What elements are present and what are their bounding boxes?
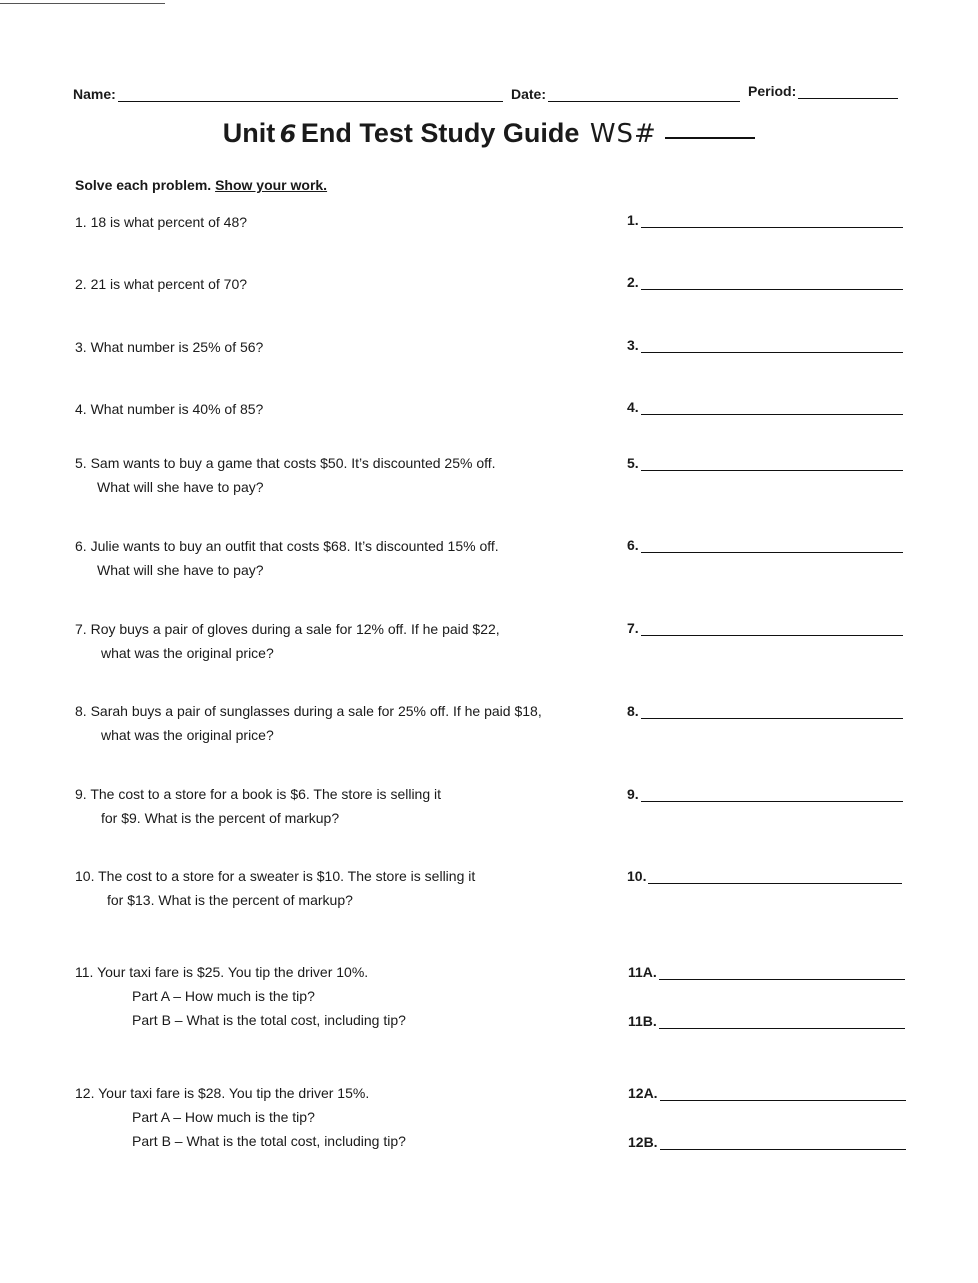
answer-12b[interactable] [628,1134,906,1150]
question-text: Roy buys a pair of gloves during a sale for 12% off. If he paid $22, [90,621,500,637]
question-number: 8. [75,703,87,719]
question-5 [75,451,496,499]
title-prefix: Unit [222,118,276,148]
question-number: 1. [75,214,87,230]
question-3 [75,335,263,359]
answer-label: 3. [627,337,639,353]
answer-2[interactable] [627,274,903,290]
name-line[interactable] [118,87,503,102]
question-part-a: Part A – How much is the tip? [132,1109,315,1125]
answer-10[interactable] [627,868,902,884]
answer-12a[interactable] [628,1085,906,1101]
scan-edge-rule [0,3,165,4]
answer-4[interactable] [627,399,903,415]
question-text-cont: What will she have to pay? [97,479,264,495]
question-number: 11. [75,964,94,980]
instructions-emphasis: Show your work. [215,177,328,193]
instructions-lead: Solve each problem. [75,177,212,193]
answer-label: 12A. [628,1085,658,1101]
answer-6[interactable] [627,537,903,553]
period-label: Period: [748,83,797,99]
answer-9[interactable] [627,786,903,802]
answer-7[interactable] [627,620,903,636]
answer-line[interactable] [641,540,903,553]
answer-line[interactable] [641,402,903,415]
question-text-cont: what was the original price? [101,727,274,743]
question-number: 7. [75,621,87,637]
question-number: 2. [75,276,87,292]
answer-line[interactable] [648,871,902,884]
question-text: The cost to a store for a book is $6. The store is selling it [90,786,442,802]
question-text: What number is 25% of 56? [90,339,264,355]
answer-11a[interactable] [628,964,905,980]
question-text-cont: what was the original price? [101,645,274,661]
answer-label: 4. [627,399,639,415]
answer-3[interactable] [627,337,903,353]
answer-label: 1. [627,212,639,228]
question-number: 3. [75,339,87,355]
question-1 [75,210,247,234]
answer-label: 7. [627,620,639,636]
answer-5[interactable] [627,455,903,471]
question-12 [75,1081,406,1153]
answer-label: 8. [627,703,639,719]
question-10 [75,864,475,912]
date-label: Date: [511,86,547,102]
question-part-b: Part B – What is the total cost, including tip? [132,1012,406,1028]
title-unit-number: 6 [279,120,297,148]
answer-label: 9. [627,786,639,802]
question-text: Your taxi fare is $28. You tip the driver 15%. [98,1085,370,1101]
period-field[interactable] [748,83,898,99]
question-text-cont: for $9. What is the percent of markup? [101,810,340,826]
question-text: Julie wants to buy an outfit that costs $68. It’s discounted 15% off. [90,538,499,554]
question-number: 4. [75,401,87,417]
question-part-b: Part B – What is the total cost, including tip? [132,1133,406,1149]
answer-label: 11A. [628,964,657,980]
answer-label: 2. [627,274,639,290]
question-8 [75,699,542,747]
question-text: Sarah buys a pair of sunglasses during a sale for 25% off. If he paid $18, [90,703,542,719]
title-text: End Test Study Guide [300,118,580,148]
date-field[interactable] [511,86,740,102]
question-text-cont: for $13. What is the percent of markup? [107,892,353,908]
answer-line[interactable] [660,1137,906,1150]
answer-label: 5. [627,455,639,471]
answer-line[interactable] [659,1016,905,1029]
answer-line[interactable] [641,277,903,290]
question-text: Your taxi fare is $25. You tip the driver 10%. [97,964,369,980]
question-text-cont: What will she have to pay? [97,562,264,578]
question-7 [75,617,500,665]
title-ws: WS# [589,119,657,149]
answer-line[interactable] [641,340,903,353]
answer-line[interactable] [659,967,905,980]
answer-line[interactable] [660,1088,906,1101]
question-text: Sam wants to buy a game that costs $50. It’s discounted 25% off. [90,455,496,471]
question-6 [75,534,499,582]
answer-line[interactable] [641,458,903,471]
question-number: 6. [75,538,87,554]
question-11 [75,960,406,1032]
question-text: What number is 40% of 85? [90,401,264,417]
question-2 [75,272,247,296]
page-title [0,118,978,149]
question-number: 10. [75,868,95,884]
period-line[interactable] [798,84,898,99]
question-text: 21 is what percent of 70? [90,276,248,292]
answer-line[interactable] [641,706,903,719]
question-part-a: Part A – How much is the tip? [132,988,315,1004]
answer-label: 10. [627,868,647,884]
question-number: 9. [75,786,87,802]
answer-line[interactable] [641,789,903,802]
answer-8[interactable] [627,703,903,719]
name-label: Name: [73,86,116,102]
question-9 [75,782,441,830]
question-4 [75,397,263,421]
instructions [75,177,327,193]
ws-number-line[interactable] [665,137,755,139]
answer-label: 11B. [628,1013,657,1029]
name-field[interactable] [73,86,503,102]
answer-line[interactable] [641,215,903,228]
answer-label: 6. [627,537,639,553]
question-number: 12. [75,1085,95,1101]
answer-11b[interactable] [628,1013,905,1029]
question-text: The cost to a store for a sweater is $10. The store is selling it [98,868,476,884]
answer-1[interactable] [627,212,903,228]
question-text: 18 is what percent of 48? [90,214,248,230]
answer-label: 12B. [628,1134,658,1150]
answer-line[interactable] [641,623,903,636]
date-line[interactable] [548,87,740,102]
question-number: 5. [75,455,87,471]
